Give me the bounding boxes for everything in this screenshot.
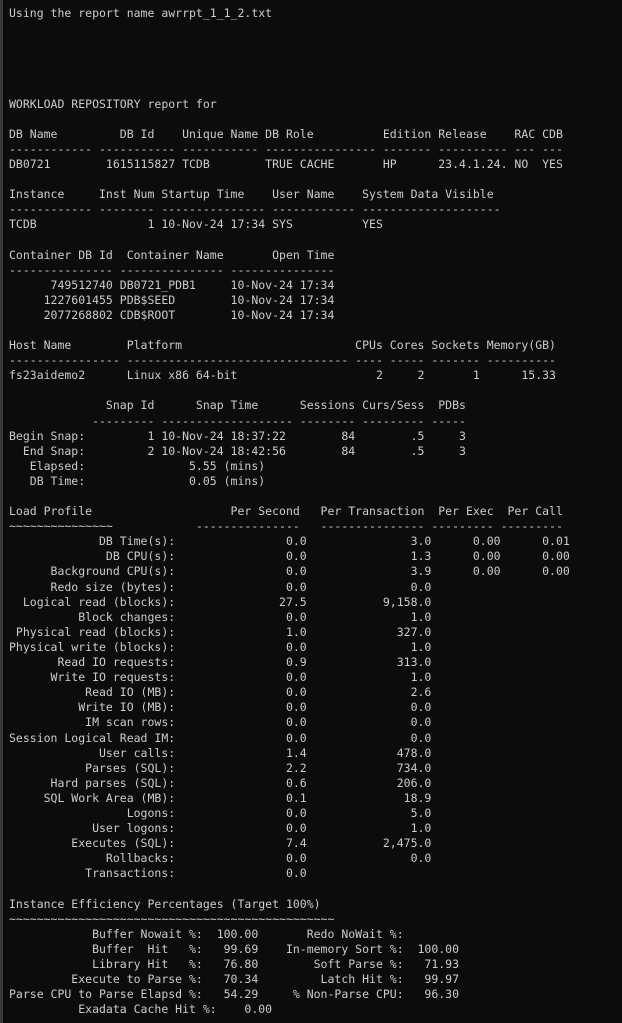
terminal-line: Write IO requests: 0.0 1.0 <box>9 670 432 685</box>
terminal-line: Parses (SQL): 2.2 734.0 <box>9 760 432 775</box>
terminal-line: Buffer Nowait %: 100.00 Redo NoWait %: <box>9 926 404 941</box>
terminal-line <box>9 112 621 127</box>
terminal-line: Physical write (blocks): 0.0 1.0 <box>9 639 432 654</box>
terminal-line <box>9 172 621 187</box>
terminal-line <box>9 21 621 36</box>
terminal-line: WORKLOAD REPOSITORY report for <box>9 96 217 111</box>
terminal-line: ---------------- -------------------------------- ---- ----- ------- ---------- <box>9 353 556 368</box>
terminal-line: Library Hit %: 76.80 Soft Parse %: 71.93 <box>9 956 460 971</box>
terminal-line: Exadata Cache Hit %: 0.00 <box>9 1002 273 1017</box>
terminal-line: Physical read (blocks): 1.0 327.0 <box>9 624 432 639</box>
terminal-line: DB Name DB Id Unique Name DB Role Edition Release RAC CDB <box>9 126 563 141</box>
terminal-line <box>9 881 621 896</box>
terminal-line: End Snap: 2 10-Nov-24 18:42:56 84 .5 3 <box>9 443 466 458</box>
terminal-line: Read IO requests: 0.9 313.0 <box>9 655 432 670</box>
terminal-line: Instance Efficiency Percentages (Target 100%) <box>9 896 321 911</box>
terminal-line: DB Time: 0.05 (mins) <box>9 473 266 488</box>
terminal-line: TCDB 1 10-Nov-24 17:34 SYS YES <box>9 217 383 232</box>
terminal-line: 1227601455 PDB$SEED 10-Nov-24 17:34 <box>9 292 335 307</box>
terminal-line: DB CPU(s): 0.0 1.3 0.00 0.00 <box>9 549 570 564</box>
terminal-line: Logons: 0.0 5.0 <box>9 805 432 820</box>
terminal-line: ------------ ----------- ----------- ---------------- ------- ---------- --- --- <box>9 141 563 156</box>
terminal-line <box>9 66 621 81</box>
terminal-line: Executes (SQL): 7.4 2,475.0 <box>9 836 432 851</box>
window-left-border <box>0 0 3 1023</box>
terminal-output <box>9 6 621 1023</box>
terminal-line: fs23aidemo2 Linux x86 64-bit 2 2 1 15.33 <box>9 368 556 383</box>
terminal-line <box>9 232 621 247</box>
terminal-line: Load Profile Per Second Per Transaction Per Exec Per Call <box>9 504 563 519</box>
terminal-line: Snap Id Snap Time Sessions Curs/Sess PDBs <box>9 398 466 413</box>
terminal-line: Read IO (MB): 0.0 2.6 <box>9 685 432 700</box>
terminal-line <box>9 383 621 398</box>
terminal-line: Hard parses (SQL): 0.6 206.0 <box>9 775 432 790</box>
terminal-line: Container DB Id Container Name Open Time <box>9 247 335 262</box>
terminal-line: Instance Inst Num Startup Time User Name System Data Visible <box>9 187 494 202</box>
terminal-line <box>9 51 621 66</box>
terminal-line: Elapsed: 5.55 (mins) <box>9 458 266 473</box>
terminal-line: --------------- --------------- --------------- <box>9 262 335 277</box>
terminal-line: Write IO (MB): 0.0 0.0 <box>9 700 432 715</box>
terminal-line: 2077268802 CDB$ROOT 10-Nov-24 17:34 <box>9 307 335 322</box>
terminal-line: Execute to Parse %: 70.34 Latch Hit %: 99.97 <box>9 972 460 986</box>
terminal-line <box>9 323 621 338</box>
terminal-line <box>9 36 621 51</box>
terminal-line: Using the report name awrrpt_1_1_2.txt <box>9 6 273 20</box>
terminal-line: Session Logical Read IM: 0.0 0.0 <box>9 730 432 745</box>
terminal-line: Logical read (blocks): 27.5 9,158.0 <box>9 594 432 609</box>
terminal-line: IM scan rows: 0.0 0.0 <box>9 715 432 730</box>
terminal-line: Background CPU(s): 0.0 3.9 0.00 0.00 <box>9 564 570 579</box>
terminal-line: Host Name Platform CPUs Cores Sockets Memory(GB) <box>9 338 556 353</box>
terminal-line: SQL Work Area (MB): 0.1 18.9 <box>9 790 432 805</box>
terminal-line: DB Time(s): 0.0 3.0 0.00 0.01 <box>9 534 570 549</box>
terminal-line: ~~~~~~~~~~~~~~~~~~~~~~~~~~~~~~~~~~~~~~~~~~~~~~~ <box>9 911 335 926</box>
terminal-line: Block changes: 0.0 1.0 <box>9 609 432 624</box>
terminal-line: --------- ------------------- -------- --------- ----- <box>9 413 466 428</box>
terminal-line: User logons: 0.0 1.0 <box>9 821 432 836</box>
terminal-line: Begin Snap: 1 10-Nov-24 18:37:22 84 .5 3 <box>9 428 466 443</box>
terminal-line <box>9 81 621 96</box>
terminal-line: Transactions: 0.0 <box>9 866 307 881</box>
terminal-line: User calls: 1.4 478.0 <box>9 745 432 760</box>
terminal-line <box>9 489 621 504</box>
terminal-line: Redo size (bytes): 0.0 0.0 <box>9 579 432 594</box>
terminal-line: Parse CPU to Parse Elapsd %: 54.29 % Non-Parse CPU: 96.30 <box>9 987 460 1002</box>
terminal-line: Rollbacks: 0.0 0.0 <box>9 851 432 866</box>
terminal-line: Buffer Hit %: 99.69 In-memory Sort %: 100.00 <box>9 941 460 956</box>
terminal-line: DB0721 1615115827 TCDB TRUE CACHE HP 23.4.1.24. NO YES <box>9 156 563 171</box>
terminal-line: 749512740 DB0721_PDB1 10-Nov-24 17:34 <box>9 277 335 292</box>
terminal-line: ------------ -------- --------------- ------------ -------------------- <box>9 202 501 217</box>
terminal-line: ~~~~~~~~~~~~~~~ --------------- --------------- --------- --------- <box>9 519 563 534</box>
